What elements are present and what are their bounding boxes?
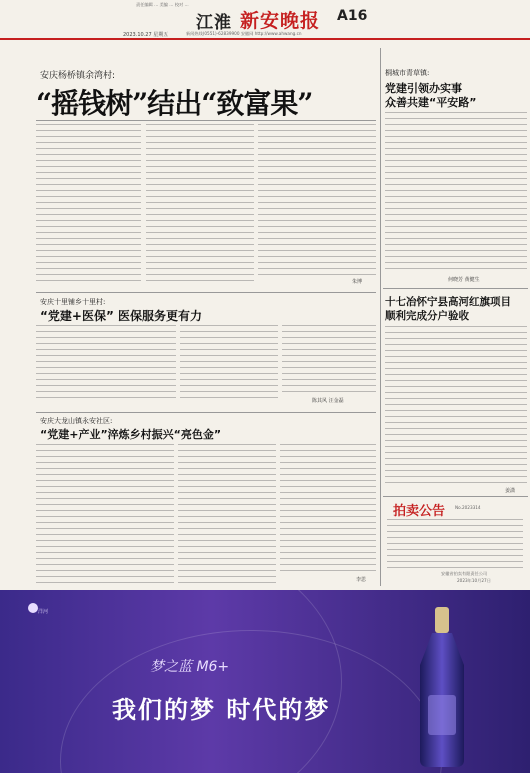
story3-kicker: 安庆大龙山镇永安社区: xyxy=(40,417,113,425)
masthead-date: 2023.10.27 星期五 xyxy=(123,32,169,38)
story1-col1 xyxy=(36,124,141,284)
auction-title: 拍卖公告 xyxy=(393,504,446,519)
right1-headline-1: 党建引领办实事 xyxy=(385,82,462,95)
auction-body xyxy=(387,519,523,569)
story2-kicker: 安庆十里铺乡十里村: xyxy=(40,298,106,306)
advertisement xyxy=(0,590,530,773)
ad-brand-icon xyxy=(28,603,38,613)
right2-headline-1: 十七冶怀宁县高河红旗项目 xyxy=(385,296,511,308)
ad-slogan: 我们的梦 时代的梦 xyxy=(112,696,331,724)
story2-col1 xyxy=(36,325,176,403)
ad-product-line: 梦之蓝 M6+ xyxy=(150,659,230,675)
story3-col2 xyxy=(178,444,276,584)
story1-col3 xyxy=(258,124,376,276)
story1-col2 xyxy=(146,124,254,284)
story2-headline: “党建+医保” 医保服务更有力 xyxy=(40,309,203,323)
masthead-top-line: 责任编辑 … 美编 … 校对 … xyxy=(136,2,189,7)
masthead-phone: 新闻热线(0551)-62839900 安徽网 http://www.ahwang.cn xyxy=(186,31,302,36)
story1-kicker: 安庆杨桥镇余湾村: xyxy=(40,71,116,81)
story1-rule xyxy=(36,120,376,121)
right1-headline-2: 众善共建“平安路” xyxy=(385,96,477,109)
right2-top-rule xyxy=(383,288,528,289)
right1-kicker: 桐城市青草镇: xyxy=(385,69,430,77)
masthead xyxy=(0,0,530,38)
story3-col3 xyxy=(280,444,376,572)
story3-headline: “党建+产业”淬炼乡村振兴“亮色金” xyxy=(40,428,222,441)
auction-number: No.2023314 xyxy=(455,505,481,510)
right2-byline: 姜潇 xyxy=(505,488,516,494)
story3-top-rule xyxy=(36,412,376,413)
story2-col3 xyxy=(282,325,376,395)
right2-body xyxy=(385,326,527,484)
story3-byline: 李思 xyxy=(356,577,367,583)
right1-body xyxy=(385,112,527,272)
story2-byline: 陈其风 汪金磊 xyxy=(312,398,344,404)
liquor-bottle-icon xyxy=(402,605,482,770)
story2-top-rule xyxy=(36,292,376,293)
auction-notice xyxy=(383,496,528,587)
masthead-logo: 新安晚报 xyxy=(240,10,321,32)
story1-headline: “摇钱树”结出“致富果” xyxy=(36,87,313,120)
story2-col2 xyxy=(180,325,278,403)
page-number: A16 xyxy=(337,8,368,24)
masthead-region: 江淮 xyxy=(196,13,232,33)
right1-byline: 何晓芳 黄健生 xyxy=(448,277,480,283)
auction-date: 2023年10月27日 xyxy=(457,578,491,583)
story1-byline: 朱博 xyxy=(352,279,363,285)
masthead-rule xyxy=(0,38,530,40)
right2-headline-2: 顺利完成分户验收 xyxy=(385,310,469,322)
story3-col1 xyxy=(36,444,174,584)
auction-company: 安徽省拍卖有限责任公司 xyxy=(441,571,488,576)
ad-brand: 洋河 xyxy=(38,609,49,615)
column-divider xyxy=(380,48,381,586)
